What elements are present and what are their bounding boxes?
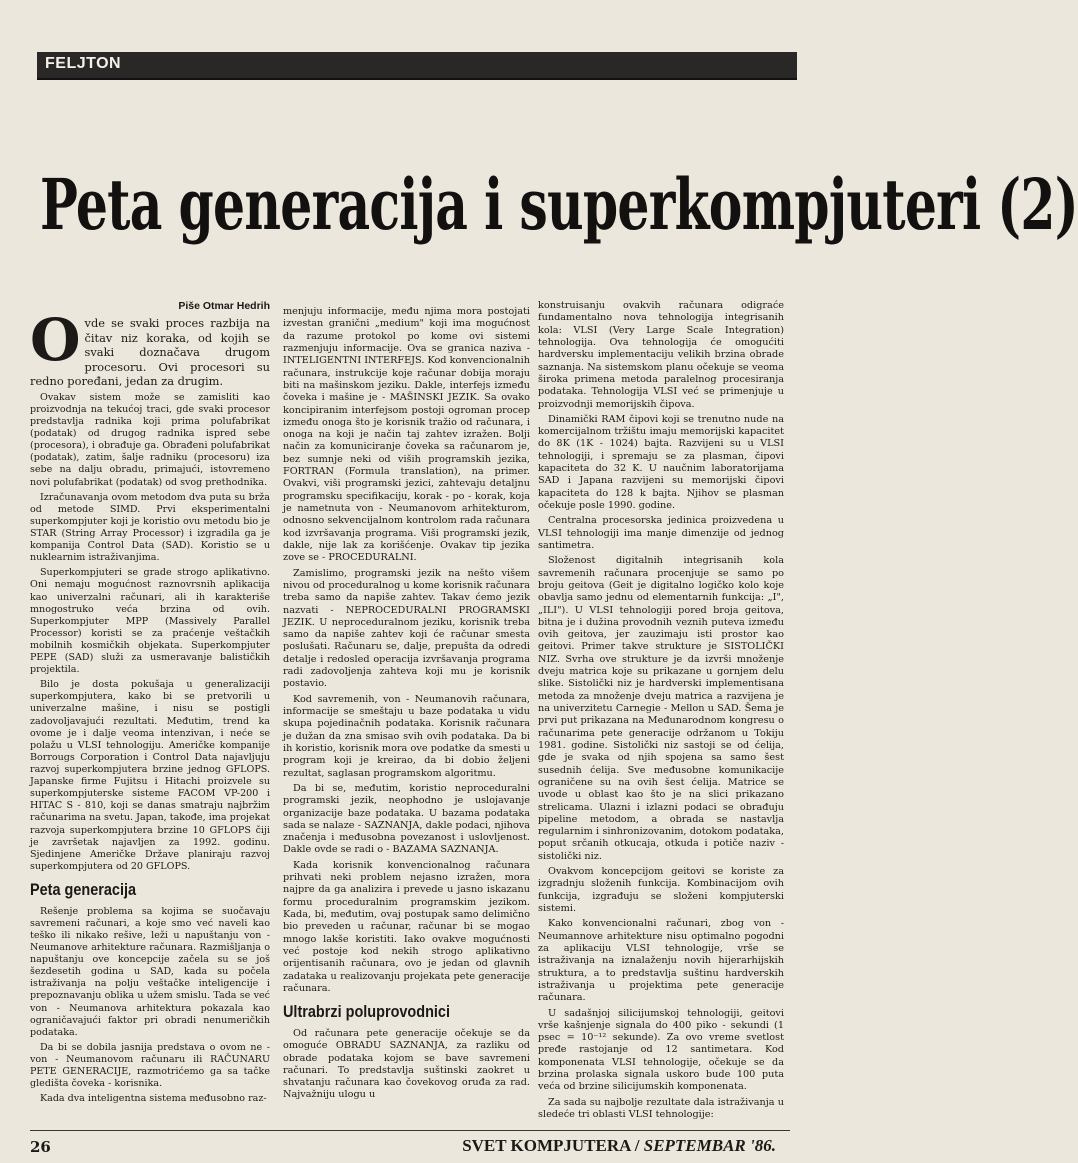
paragraph: Kada korisnik konvencionalnog računara prihvati neki problem nejasno izražen, mora najpre da ga analizira i prevede u jasno iskazanu formu proceduralnim programskim jezikom. Kada, bi, međutim, ovaj postupak samo delimično bio preveden u računar, računar bi se mogao mnogo lakše koristiti. Iako ovakve mogućnosti već postoje kod nekih strogo aplikativno orijentisanih računara, ovo je jedan od glavnih zadataka u realizovanju projekata pete generacije računara.	[283, 859, 530, 994]
paragraph: Zamislimo, programski jezik na nešto višem nivou od proceduralnog u kome korisnik računara treba samo da napiše zahtev. Takav ćemo jezik nazvati - NEPROCEDURALNI PROGRAMSKI JEZIK. U neproceduralnom jeziku, korisnik treba samo da napiše zahtev koji će računar smesta poslušati. Računaru se, dalje, prepušta da odredi detalje i redosled operacija izvršavanja programa radi zadovoljenja zahteva koji mu je korisnik postavio.	[283, 567, 530, 690]
column-3	[538, 300, 784, 1124]
byline: Piše Otmar Hedrih	[178, 300, 270, 312]
paragraph: konstruisanju ovakvih računara odigraće fundamentalno nova tehnologija integrisanih kola: VLSI (Very Large Scale Integration) tehnologija. Ova tehnologija će omogućiti hardversku implementaciju velikih brzina obrade saznanja. Na sistemskom planu očekuje se veoma široka primena metoda paralelnog procesiranja podataka. Tehnologija VLSI već se primenjuje u proizvodnji memorijskih čipova.	[538, 300, 784, 410]
paragraph: Kako konvencionalni računari, zbog von - Neumannove arhitekture nisu optimalno pogodni za aplikaciju VLSI tehnologije, vrše se istraživanja na iznalaženju novih hijerarhijskih struktura, a to predstavlja suštinu hardverskih istraživanja u projektima pete generacije računara.	[538, 918, 784, 1004]
lead-text: vde se svaki proces razbija na čitav niz koraka, od kojih se svaki doznačava drugom procesoru. Ovi procesori su redno poređani, jedan za drugim.	[30, 316, 270, 389]
section-label: FELJTON	[45, 55, 122, 72]
issue-date: SEPTEMBAR '86.	[643, 1136, 776, 1155]
paragraph: Od računara pete generacije očekuje se da omoguće OBRADU SAZNANJA, za razliku od obrade podataka kojom se bave savremeni računari. To predstavlja suštinski zaokret u shvatanju računara kao čovekovog oruđa za rad. Najvažniju ulogu u	[283, 1027, 530, 1101]
paragraph: Složenost digitalnih integrisanih kola savremenih računara procenjuje se samo po broju geitova (Geit je digitalno logičko kolo koje obavlja samo jednu od elementarnih funkcija: „I", „ILI"). U VLSI tehnologiji pored broja geitova, bitna je i dužina provodnih veznih puteva između ovih geitova, jer zauzimaju isti prostor kao geitovi. Primer takve strukture je SISTOLIČKI NIZ. Svrha ove strukture je da izvrši množenje dveju matrica koje su prikazane u gornjem delu slike. Sistolički niz je hardverski implementisana metoda za množenje dveju matrica a razvijena je na univerzitetu Carnegie - Mellon u SAD. Šema je prvi put prikazana na Međunarodnom kongresu o računarima pete generacije održanom u Tokiju 1981. godine. Sistolički niz sastoji se od ćelija, gde je svaka od njih spojena sa samo šest susednih ćelija. Sve međusobne komunikacije ograničene su na ovih šest ćelija. Matrice se uvode u oblast kao što je na slici prikazano strelicama. Ulazni i izlazni podaci se obrađuju pipeline metodom, a obrada se nastavlja regularnim i sinhronizovanim, dotokom podataka, poput srčanih otkucaja, otkuda i potiče naziv - sistolički niz.	[538, 555, 784, 862]
drop-cap: O	[30, 306, 81, 375]
paragraph: Dinamički RAM čipovi koji se trenutno nude na komercijalnom tržištu imaju memorijski kapacitet do 8K (1K - 1024) bajta. Razvijeni su u VLSI tehnologiji, i spremaju se za plasman, čipovi kapaciteta do 32 K. U naučnim laboratorijama SAD i Japana razvijeni su memorijski čipovi kapaciteta do 128 k bajta. Njihov se plasman očekuje posle 1990. godine.	[538, 413, 784, 511]
paragraph: Da bi se, međutim, koristio neproceduralni programski jezik, neophodno je uslojavanje organizacije baze podataka. U bazama podataka sada se nalaze - SAZNANJA, dakle podaci, njihova značenja i međusobna povezanost i uslovljenost. Dakle ovde se radi o - BAZAMA SAZNANJA.	[283, 782, 530, 856]
column-1	[30, 300, 270, 1108]
section-header-bar	[37, 52, 797, 80]
paragraph: Da bi se dobila jasnija predstava o ovom ne - von - Neumanovom računaru ili RAČUNARU PETE GENERACIJE, razmotrićemo ga sa tačke gledišta čoveka - korisnika.	[30, 1041, 270, 1090]
paragraph: Kada dva inteligentna sistema međusobno raz-	[40, 1093, 267, 1105]
footer-separator: /	[630, 1136, 644, 1155]
paragraph: Ovakvom koncepcijom geitovi se koriste za izgradnju složenih funkcija. Kombinacijom ovih funkcija, izgrađuju se složeni kompjuterski sistemi.	[538, 866, 784, 914]
subheading-peta-generacija: Peta generacija	[30, 880, 137, 900]
paragraph: Centralna procesorska jedinica proizvedena u VLSI tehnologiji ima manje dimenzije od jednog santimetra.	[538, 515, 784, 551]
paragraph: Bilo je dosta pokušaja u generalizaciji superkompjutera, kako bi se pretvorili u univerzalne mašine, i nisu se postigli zadovoljavajući rezultati. Međutim, trend ka ovome je i dalje veoma intenzivan, i neće se polažu u VLSI tehnologiju. Američke kompanije Borrougs Corporation i Control Data najavljuju razvoj superkompjutera brzine jednog GFLOPS. Japanske firme Fujitsu i Hitachi proizvele su superkompjuterske sisteme FACOM VP-200 i HITAC S - 810, koji se danas smatraju najbržim računarima na svetu. Japan, takođe, ima projekat razvoja superkompjutera brzine 10 GFLOPS čiji je završetak najavljen za 1992. godinu. Sjedinjene Američke Države planiraju razvoj superkompjutera od 20 GFLOPS.	[30, 679, 270, 872]
page-number: 26	[30, 1138, 51, 1156]
paragraph: Rešenje problema sa kojima se suočavaju savremeni računari, a koje smo već naveli kao teško ili nikako rešive, leži u napuštanju von - Neumanove arhitekture računara. Razmišljanja o napuštanju ove koncepcije začela su se još šezdesetih godina u SAD, kada su počela istraživanja na polju veštačke inteligencije i prepoznavanju oblika u užem smislu. Tada se već von - Neumanova arhitektura pokazala kao ograničavajući faktor pri obradi nenumeričkih podataka.	[30, 905, 270, 1038]
article-title: Peta generacija i superkompjuteri (2)	[40, 163, 1078, 246]
paragraph: Izračunavanja ovom metodom dva puta su brža od metode SIMD. Prvi eksperimentalni superkompjuter koji je koristio ovu metodu bio je STAR (String Array Processor) i izgradila ga je kompanija Control Data (SAD). Koristio se u nuklearnim istraživanjima.	[30, 491, 270, 564]
magazine-title: SVET KOMPJUTERA	[462, 1136, 631, 1155]
column-2	[283, 306, 530, 1105]
paragraph: menjuju informacije, među njima mora postojati izvestan granični „medium" koji ima mogućnost da razume protokol po kome ovi sistemi razmenjuju informacije. Ova se granica naziva - INTELIGENTNI INTERFEJS. Kod konvencionalnih računara, instrukcije koje računar dobija moraju biti na mašinskom jeziku. Dakle, interfejs između čoveka i mašine je - MAŠINSKI JEZIK. Sa ovako koncipiranim interfejsom postoji ogroman procep između onoga što je korisnik tražio od računara, i onoga na koji je način taj zahtev izražen. Bolji način za komuniciranje čoveka sa računarom je, bez sumnje neki od viših programskih jezika, FORTRAN (Formula translation), na primer. Ovakvi, viši programski jezici, zahtevaju detaljnu programsku specifikaciju, korak - po - korak, koja je nametnuta von - Neumanovom arhitekturom, odnosno sekvencijalnom kontrolom rada računara kod izvršavanja programa. Viši programski jezik, dakle, nije lak za korišćenje. Ovakav tip jezika zove se - PROCEDURALNI.	[283, 306, 531, 564]
paragraph: Superkompjuteri se grade strogo aplikativno. Oni nemaju mogućnost raznovrsnih aplikacija kao univerzalni računari, ali ih karakteriše mnogostruko veća brzina od ovih. Superkompjuter MPP (Massively Parallel Processor) koristi se za praćenje veštačkih mobilnih kosmičkih objekata. Superkompjuter PEPE (SAD) služi za usmeravanje balističkih projektila.	[30, 567, 270, 676]
paragraph: U sadašnjoj silicijumskoj tehnologiji, geitovi vrše kašnjenje signala do 400 piko - sekundi (1 psec = 10⁻¹² sekunde). Za ovo vreme svetlost pređe rastojanje od 12 santimetara. Kod komponenata VLSI tehnologije, očekuje se da brzina prolaska signala uskoro bude 100 puta veća od brzine silicijumskih komponenata.	[538, 1007, 784, 1093]
paragraph: Ovakav sistem može se zamisliti kao proizvodnja na tekućoj traci, gde svaki procesor predstavlja radnika koji prima polufabrikat (podatak) od drugog radnika ispred sebe (procesora), i obrađuje ga. Obrađeni polufabrikat (podatak), zatim, šalje radniku (procesoru) iza sebe na dalju obradu, primajući, istovremeno novi polufabrikat (podatak) od svog prethodnika.	[30, 391, 270, 488]
paragraph: Za sada su najbolje rezultate dala istraživanja u sledeće tri oblasti VLSI tehnologije:	[538, 1096, 784, 1120]
magazine-footer	[462, 1136, 776, 1156]
paragraph: Kod savremenih, von - Neumanovih računara, informacije se smeštaju u baze podataka u vidu skupa pojedinačnih podataka. Korisnik računara je dužan da zna smisao svih ovih podataka. Da bi ih koristio, korisnik mora ove podatke da smesti u program koji je kreirao, da bi dobio željeni rezultat, saglasan programskom algoritmu.	[283, 693, 530, 779]
subheading-ultrabrzi: Ultrabrzi poluprovodnici	[283, 1002, 450, 1022]
footer-rule	[30, 1130, 790, 1131]
